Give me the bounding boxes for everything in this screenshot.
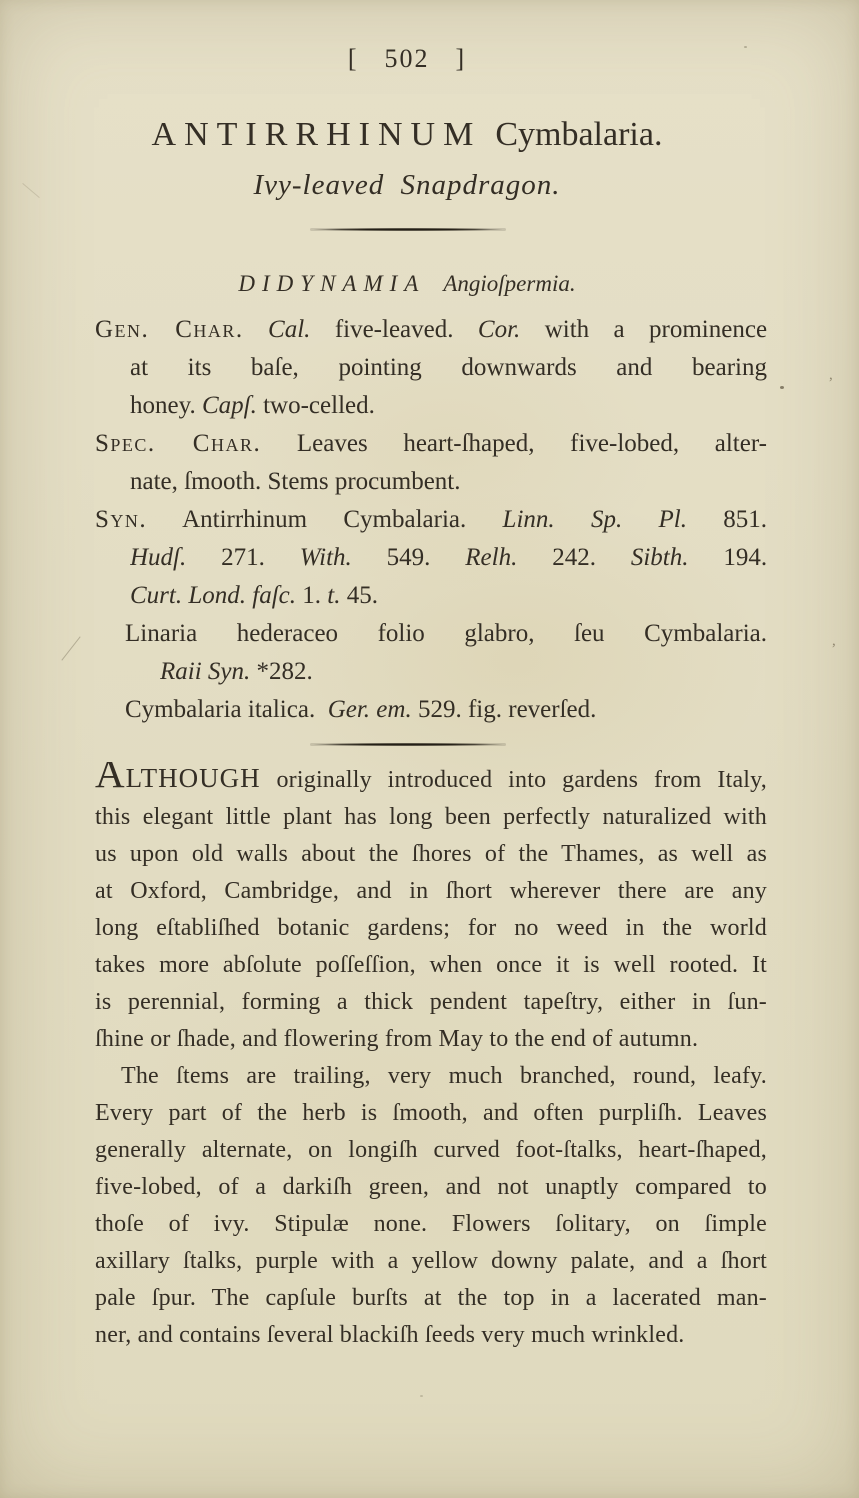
- relhan-page: 242.: [552, 544, 596, 571]
- text-line: long eſtabliſhed botanic gardens; for no weed in the world: [95, 915, 767, 941]
- paragraph-2-lines: [95, 1058, 767, 1354]
- paper-speck: [420, 1395, 423, 1397]
- body-paragraph-1: [95, 762, 767, 1058]
- withering-page: 549.: [386, 544, 431, 571]
- page-number: [71, 44, 743, 74]
- specific-character-line-1: [95, 425, 767, 463]
- syn-species-name: Antirrhinum Cymbalaria.: [182, 506, 467, 533]
- text-line: takes more abſolute poſſeſſion, when once it is well rooted. It: [95, 952, 767, 978]
- text-line: generally alternate, on longiſh curved foot-ſtalks, heart-ſhaped,: [95, 1137, 767, 1163]
- linnaean-class: DIDYNAMIA: [238, 271, 426, 296]
- paper-fiber-mark: [61, 636, 80, 660]
- spec-char-text: Leaves heart-ſhaped, five-lobed, alter-: [296, 430, 767, 457]
- species-title: [71, 116, 743, 154]
- spec-char-label: Spec. Char.: [95, 430, 262, 457]
- text-line: us upon old walls about the ſhores of the Thames, as well as: [95, 841, 767, 867]
- page-heading: [71, 44, 743, 299]
- fascicle-number: 1.: [302, 582, 321, 609]
- tab-abbr: t.: [327, 582, 341, 609]
- linnaeus-page: 851.: [723, 506, 767, 533]
- character-references: [95, 311, 767, 729]
- text-line: is perennial, forming a thick pendent tapeſtry, either in ſun-: [95, 989, 767, 1015]
- synonym-line-3: [130, 577, 767, 615]
- plate-number: 45.: [346, 582, 378, 609]
- calyx-abbr: Cal.: [268, 316, 311, 343]
- species-epithet: Cymbalaria.: [495, 116, 663, 153]
- text-line: ner, and contains ſeveral blackiſh ſeeds very much wrinkled.: [95, 1322, 685, 1348]
- paragraph-1-lines: [95, 799, 767, 1058]
- paper-fiber-mark: [22, 183, 39, 198]
- linnaeus-ref: Linn. Sp. Pl.: [502, 506, 687, 533]
- text-line: ſhine or ſhade, and flowering from May to the end of autumn.: [95, 1026, 699, 1052]
- divider-rule-middle: [310, 743, 506, 746]
- paragraph-1-first-line: [95, 762, 767, 799]
- text-line: axillary ſtalks, purple with a yellow downy palate, and a ſhort: [95, 1248, 767, 1274]
- capsule-abbr: Capſ.: [201, 392, 257, 419]
- genus-name: ANTIRRHINUM: [151, 116, 482, 153]
- corolla-abbr: Cor.: [477, 316, 521, 343]
- honey-text: honey.: [130, 392, 196, 419]
- gen-char-label: Gen. Char.: [95, 316, 244, 343]
- text-line: this elegant little plant has long been perfectly naturalized with: [95, 804, 767, 830]
- syn-label: Syn.: [95, 506, 148, 533]
- capsule-text: two-celled.: [263, 392, 375, 419]
- generic-character-line-3: [130, 387, 767, 425]
- generic-character-line-1: [95, 311, 767, 349]
- gerard-ref: Ger. em.: [327, 696, 412, 723]
- curtis-ref: Curt. Lond. faſc.: [130, 582, 296, 609]
- opening-initial: A: [95, 762, 126, 796]
- relhan-ref: Relh.: [465, 544, 518, 571]
- corolla-text: with a prominence: [544, 316, 767, 343]
- opening-capitals: LTHOUGH: [125, 763, 261, 793]
- text-line: thoſe of ivy. Stipulæ none. Flowers ſolitary, on ſimple: [95, 1211, 767, 1237]
- hudson-page: 271.: [221, 544, 265, 571]
- ray-page: *282.: [256, 658, 313, 685]
- divider-rule-top: [310, 228, 506, 231]
- gerard-synonym-line: [125, 691, 767, 729]
- withering-ref: With.: [299, 544, 352, 571]
- calyx-text: five-leaved.: [334, 316, 454, 343]
- gerard-tail: fig. reverſed.: [467, 696, 597, 723]
- body-paragraph-2: [95, 1058, 767, 1354]
- sibthorp-ref: Sibth.: [630, 544, 689, 571]
- text-line: five-lobed, of a darkiſh green, and not unaptly compared to: [95, 1174, 767, 1200]
- paper-speck: [744, 46, 747, 48]
- bracket-close: ]: [455, 44, 467, 73]
- ray-ref: Raii Syn.: [160, 658, 251, 685]
- text-column: [95, 44, 767, 1354]
- bracket-open: [: [347, 44, 359, 73]
- synonym-line-2: [130, 539, 767, 577]
- page-number-value: 502: [384, 44, 430, 73]
- linnaean-order: Angioſpermia.: [443, 271, 576, 296]
- generic-character-line-2: at its baſe, pointing downwards and bearing: [130, 354, 767, 381]
- synonym-line-1: [95, 501, 767, 539]
- italica-name: Cymbalaria italica.: [125, 696, 316, 723]
- specific-character-line-2: nate, ſmooth. Stems procumbent.: [130, 468, 461, 495]
- gerard-page: 529.: [417, 696, 462, 723]
- common-name-subtitle: Ivy-leaved Snapdragon.: [253, 169, 561, 201]
- print-artifact-comma: ,: [832, 633, 836, 649]
- text-line: at Oxford, Cambridge, and in ſhort wherever there are any: [95, 878, 767, 904]
- first-line-text: originally introduced into gardens from Italy,: [276, 767, 767, 793]
- text-line: pale ſpur. The capſule burſts at the top in a lacerated man-: [95, 1285, 767, 1311]
- linaria-synonym-line: Linaria hederaceo folio glabro, ſeu Cymbalaria.: [125, 620, 767, 647]
- ray-synopsis-line: [160, 653, 767, 691]
- text-line: The ſtems are trailing, very much branched, round, leafy.: [121, 1063, 767, 1089]
- paper-speck: [780, 386, 784, 389]
- text-line: Every part of the herb is ſmooth, and often purpliſh. Leaves: [95, 1100, 767, 1126]
- hudson-ref: Hudſ.: [130, 544, 187, 571]
- classification-line: [71, 269, 743, 299]
- print-artifact-comma: ,: [829, 367, 833, 383]
- sibthorp-page: 194.: [723, 544, 767, 571]
